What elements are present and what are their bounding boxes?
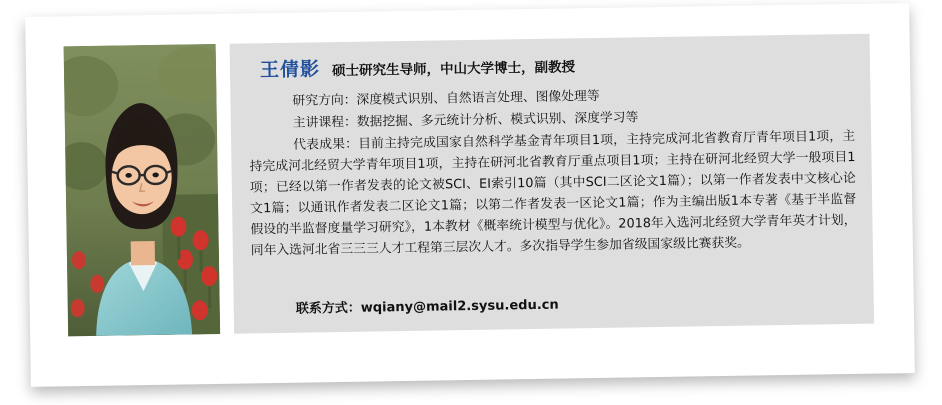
portrait-photo-graphic — [64, 44, 221, 336]
courses-value: 数据挖掘、多元统计分析、模式识别、深度学习等 — [356, 110, 639, 130]
person-name: 王倩影 — [259, 58, 321, 82]
achievements-label: 代表成果： — [293, 136, 359, 153]
profile-card — [25, 3, 915, 387]
research-fields-label: 研究方向： — [292, 92, 357, 109]
achievements-row — [249, 126, 857, 262]
info-body — [248, 82, 857, 261]
contact-row — [296, 294, 559, 317]
profile-card-inner — [25, 3, 915, 387]
contact-label: 联系方式： — [295, 300, 361, 317]
portrait-photo — [64, 44, 221, 336]
person-titles: 硕士研究生导师，中山大学博士，副教授 — [331, 59, 576, 80]
courses-label: 主讲课程： — [292, 114, 357, 131]
contact-email[interactable]: wqiany@mail2.sysu.edu.cn — [360, 297, 559, 316]
info-panel — [230, 34, 874, 334]
name-title-line — [260, 50, 575, 82]
research-fields-value: 深度模式识别、自然语言处理、图像处理等 — [356, 88, 600, 108]
achievements-value: 目前主持完成国家自然科学基金青年项目1项，主持完成河北省教育厅青年项目1项，主持完成河北经贸大学青年项目1项，主持在研河北省教育厅重点项目1项；主持在研河北经贸大学一般项目1项；已经以第一作者发表的论文被SCI、EI索引10篇（其中SCI二区论文1篇）；以第一作者发表中文核心论文1篇；以通讯作者发表二区论文1篇；以第二作者发表一区论文1篇；作为主编出版1本专著《基于半监督假设的半监督度量学习研究》，1本教材《概率统计模型与优化》。2018年入选河北经贸大学青年英才计划，同年入选河北省三三三人才工程第三层次人才。多次指导学生参加省级国家级比赛获奖。 — [249, 128, 857, 259]
